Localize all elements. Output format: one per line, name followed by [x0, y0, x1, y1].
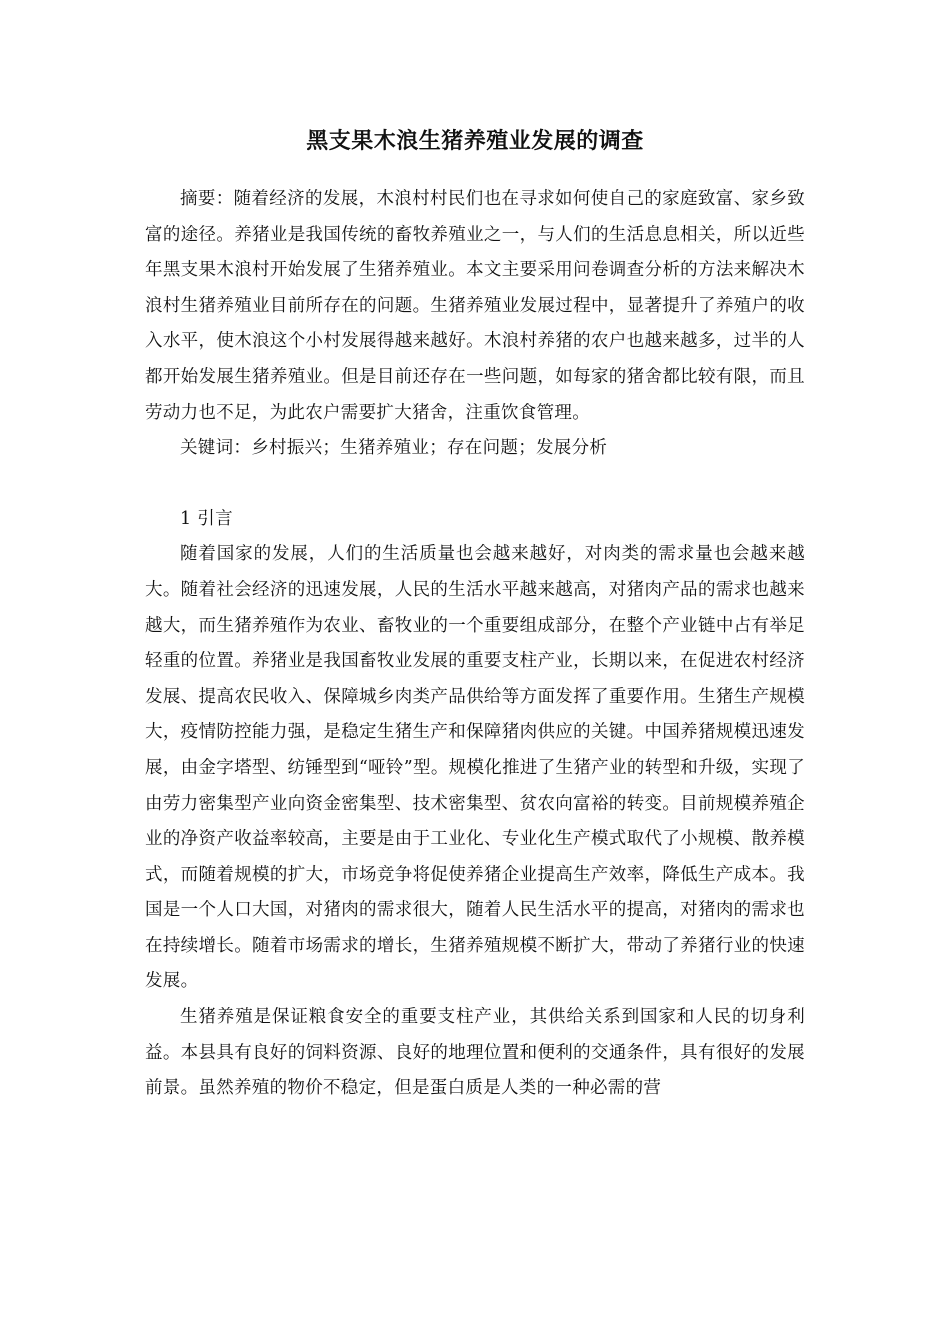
body-paragraph-1: 随着国家的发展，人们的生活质量也会越来越好，对肉类的需求量也会越来越大。随着社会经济的迅速发展，人民的生活水平越来越高，对猪肉产品的需求也越来越大，而生猪养殖作为农业、畜牧业的一个重要组成部分，在整个产业链中占有举足轻重的位置。养猪业是我国畜牧业发展的重要支柱产业，长期以来，在促进农村经济发展、提高农民收入、保障城乡肉类产品供给等方面发挥了重要作用。生猪生产规模大，疫情防控能力强，是稳定生猪生产和保障猪肉供应的关键。中国养猪规模迅速发展，由金字塔型、纺锤型到“哑铃”型。规模化推进了生猪产业的转型和升级，实现了由劳力密集型产业向资金密集型、技术密集型、贫农向富裕的转变。目前规模养殖企业的净资产收益率较高，主要是由于工业化、专业化生产模式取代了小规模、散养模式，而随着规模的扩大，市场竞争将促使养猪企业提高生产效率，降低生产成本。我国是一个人口大国，对猪肉的需求很大，随着人民生活水平的提高，对猪肉的需求也在持续增长。随着市场需求的增长，生猪养殖规模不断扩大，带动了养猪行业的快速发展。	[145, 544, 805, 992]
document-page	[145, 124, 805, 1107]
section-heading-introduction: 1 引言	[180, 508, 233, 529]
keywords-line: 关键词：乡村振兴；生猪养殖业；存在问题；发展分析	[180, 438, 608, 459]
document-title: 黑支果木浪生猪养殖业发展的调查	[306, 129, 644, 154]
abstract-paragraph: 摘要：随着经济的发展，木浪村村民们也在寻求如何使自己的家庭致富、家乡致富的途径。养猪业是我国传统的畜牧养殖业之一，与人们的生活息息相关，所以近些年黑支果木浪村开始发展了生猪养殖业。本文主要采用问卷调查分析的方法来解决木浪村生猪养殖业目前所存在的问题。生猪养殖业发展过程中，显著提升了养殖户的收入水平，使木浪这个小村发展得越来越好。木浪村养猪的农户也越来越多，过半的人都开始发展生猪养殖业。但是目前还存在一些问题，如每家的猪舍都比较有限，而且劳动力也不足，为此农户需要扩大猪舍，注重饮食管理。	[145, 189, 805, 423]
section-body-introduction	[145, 537, 805, 1107]
body-paragraph-2: 生猪养殖是保证粮食安全的重要支柱产业，其供给关系到国家和人民的切身利益。本县具有良好的饲料资源、良好的地理位置和便利的交通条件，具有很好的发展前景。虽然养殖的物价不稳定，但是蛋白质是人类的一种必需的营	[145, 1007, 805, 1099]
